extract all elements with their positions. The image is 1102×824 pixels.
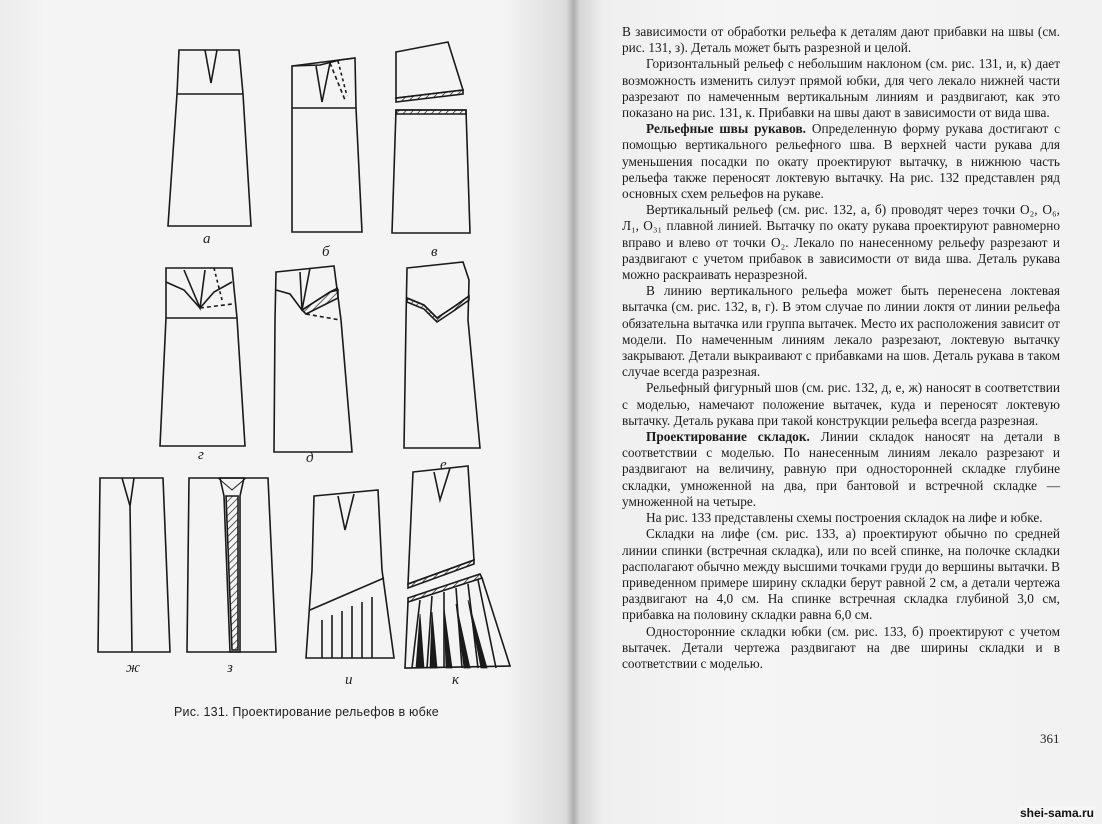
skirt-diagram-v — [392, 42, 470, 233]
skirt-diagram-k — [405, 466, 510, 668]
figure-caption: Рис. 131. Проектирование рельефов в юбке — [174, 705, 439, 719]
watermark: shei-sama.ru — [1019, 806, 1094, 820]
label-g: г — [198, 447, 204, 463]
paragraph — [622, 121, 1060, 202]
label-b: б — [322, 244, 330, 260]
paragraph — [622, 283, 1060, 380]
skirt-diagram-d — [274, 266, 352, 452]
skirt-diagram-zh — [98, 478, 170, 652]
paragraph-text: Односторонние складки юбки (см. рис. 133, б) проектируют с учетом вытачек. Детали чертежа раздвигают на две ширины складки и в соответствии с моделью. — [622, 623, 1060, 671]
paragraph-text: Определенную форму рукава достигают с помощью вертикального рельефного шва. В верхней части рукава для уменьшения посадки по окату проектируют вытачку, в нижнюю часть рельефа также переносят локтевую вытачку. На рис. 132 представлен ряд основных схем рельефов на рукаве. — [622, 121, 1060, 202]
paragraph-text: На рис. 133 представлены схемы построения складок на лифе и юбке. — [646, 510, 1043, 526]
paragraph — [622, 510, 1060, 526]
paragraph — [622, 624, 1060, 673]
label-z: з — [227, 660, 233, 676]
paragraph — [622, 56, 1060, 121]
paragraph-heading: Рельефные швы рукавов. — [646, 121, 806, 137]
paragraph-text: Вертикальный рельеф (см. рис. 132, а, б) проводят через точки О₂, О₆, Л₁, О₃₁ плавной линией. Вытачку по окату рукава проектируют равномерно вправо и влево от точки О₂. Лекало по нанесенному рельефу разрезают и раздвигают с учетом прибавок в зависимости от вида шва. Деталь рукава можно раскраивать неразрезной. — [622, 202, 1060, 283]
paragraph — [622, 24, 1060, 56]
skirt-diagram-g — [160, 268, 245, 446]
skirt-diagram-z — [187, 478, 276, 652]
paragraph-text: Горизонтальный рельеф с небольшим наклоном (см. рис. 131, и, к) дает возможность изменить силуэт прямой юбки, для чего лекало нижней части разрезают по намеченным вертикальным линиям и раздвигают, как это показано на рис. 131, к. Прибавки на швы дают в зависимости от вида шва. — [622, 56, 1060, 121]
label-k: к — [452, 672, 460, 688]
body-text — [622, 24, 1060, 672]
label-d: д — [306, 450, 314, 466]
skirt-diagram-a — [168, 50, 251, 226]
paragraph-text: В линию вертикального рельефа может быть перенесена локтевая вытачка (см. рис. 132, в, г). В этом случае по линии локтя от линии рельефа обязательна вытачка или группа вытачек. Место их расположения зависит от модели. По намеченным линиям лекало разрезают, локтевую вытачку закрывают. Детали выкраивают с прибавками на шов. Деталь рукава в таком случае всегда разрезная. — [622, 283, 1060, 380]
page-number: 361 — [1040, 731, 1060, 746]
label-a: а — [203, 231, 211, 247]
paragraph-text: Складки на лифе (см. рис. 133, а) проектируют обычно по средней линии спинки (встречная складка), или по всей спинке, на полочке складки располагают обычно между высшими точками груди до вершины вытачки. В приведенном примере ширину складки берут равной 2 см, а детали чертежа раздвигают на 4,0 см. На спинке встречная складка глубиной 3,0 см, прибавка на половину складки равна 6,0 см. — [622, 526, 1060, 623]
skirt-diagram-b — [292, 58, 362, 232]
paragraph — [622, 202, 1060, 283]
label-v: в — [431, 244, 438, 260]
label-i: и — [345, 672, 353, 688]
paragraph-text: Рельефный фигурный шов (см. рис. 132, д, е, ж) наносят в соответствии с моделью, намечают положение вытачек, куда и переносят локтевую вытачку. Деталь рукава при такой конструкции рельефа всегда разрезная. — [622, 380, 1060, 428]
paragraph-text: Линии складок наносят на детали в соответствии с моделью. По нанесенным линиям лекало разрезают и раздвигают на величину, равную при односторонней складке глубине складки, умноженной на два, при бантовой и встречной складке — умноженной на четыре. — [622, 429, 1060, 509]
paragraph — [622, 429, 1060, 510]
skirt-diagram-i — [306, 490, 394, 658]
label-e: е — [440, 457, 447, 473]
label-zh: ж — [126, 660, 140, 676]
paragraph-heading: Проектирование складок. — [646, 429, 810, 445]
paragraph — [622, 526, 1060, 623]
paragraph-text: В зависимости от обработки рельефа к деталям дают прибавки на швы (см. рис. 131, з). Деталь может быть разрезной и целой. — [622, 24, 1060, 56]
paragraph — [622, 380, 1060, 429]
skirt-diagram-e — [404, 262, 480, 448]
